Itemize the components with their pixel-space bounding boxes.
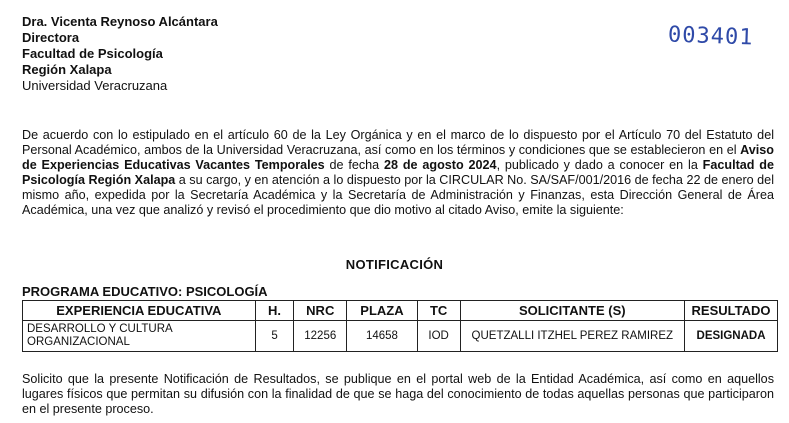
addressee-name: Dra. Vicenta Reynoso Alcántara — [22, 14, 218, 29]
header-solicitante: SOLICITANTE (S) — [460, 301, 685, 321]
intro-text-4: a su cargo, y en atención a lo dispuesto por la CIRCULAR No. SA/SAF/001/2016 de fecha 22 de enero del mismo año, expedida por la Secretaría Académica y la Secretaría de Administración y Finanzas, esta Dirección General de Área Académica, una vez que analizó y revisó el procedimiento que dio motivo al citado Aviso, emite la siguiente: — [22, 173, 774, 217]
notification-heading: NOTIFICACIÓN — [345, 257, 444, 272]
intro-text-1: De acuerdo con lo estipulado en el artículo 60 de la Ley Orgánica y en el marco de lo dispuesto por el Artículo 70 del Estatuto del Personal Académico, ambos de la Universidad Veracruzana, así como en los términos y condiciones que se establecieron en el — [22, 128, 774, 157]
cell-tc: IOD — [417, 321, 460, 352]
table-row — [23, 321, 778, 352]
intro-text-3: , publicado y dado a conocer en la — [496, 158, 703, 172]
header-experiencia: EXPERIENCIA EDUCATIVA — [23, 301, 256, 321]
addressee-position: Directora — [22, 30, 80, 45]
addressee-region: Región Xalapa — [22, 62, 112, 77]
intro-bold-date: 28 de agosto 2024 — [384, 158, 497, 172]
intro-bold-aviso: Aviso de Experiencias Educativas Vacantes Temporales — [22, 143, 774, 172]
header-nrc: NRC — [294, 301, 347, 321]
results-table — [22, 300, 778, 352]
folio-stamp: 003401 — [667, 22, 754, 51]
addressee-university: Universidad Veracruzana — [22, 78, 168, 93]
addressee-faculty: Facultad de Psicología — [22, 46, 163, 61]
closing-paragraph: Solicito que la presente Notificación de Resultados, se publique en el portal web de la Entidad Académica, así como en aquellos lugares físicos que permitan su difusión con la finalidad de que se haga del conocimiento de todas aquellas personas que participaron en el presente proceso. — [22, 372, 774, 416]
cell-nrc: 12256 — [294, 321, 347, 352]
cell-plaza: 14658 — [347, 321, 418, 352]
cell-solicitante: QUETZALLI ITZHEL PEREZ RAMIREZ — [460, 321, 685, 352]
cell-resultado: DESIGNADA — [685, 321, 778, 352]
intro-paragraph — [22, 128, 774, 218]
intro-text-2: de fecha — [324, 158, 385, 172]
table-header-row — [23, 301, 778, 321]
header-resultado: RESULTADO — [685, 301, 778, 321]
intro-bold-faculty: Facultad de Psicología Región Xalapa — [22, 158, 774, 187]
addressee-block — [22, 14, 218, 94]
header-horas: H. — [255, 301, 294, 321]
header-plaza: PLAZA — [347, 301, 418, 321]
cell-horas: 5 — [255, 321, 294, 352]
header-tc: TC — [417, 301, 460, 321]
program-label: PROGRAMA EDUCATIVO: PSICOLOGÍA — [22, 284, 268, 299]
cell-experiencia: DESARROLLO Y CULTURA ORGANIZACIONAL — [23, 321, 256, 352]
